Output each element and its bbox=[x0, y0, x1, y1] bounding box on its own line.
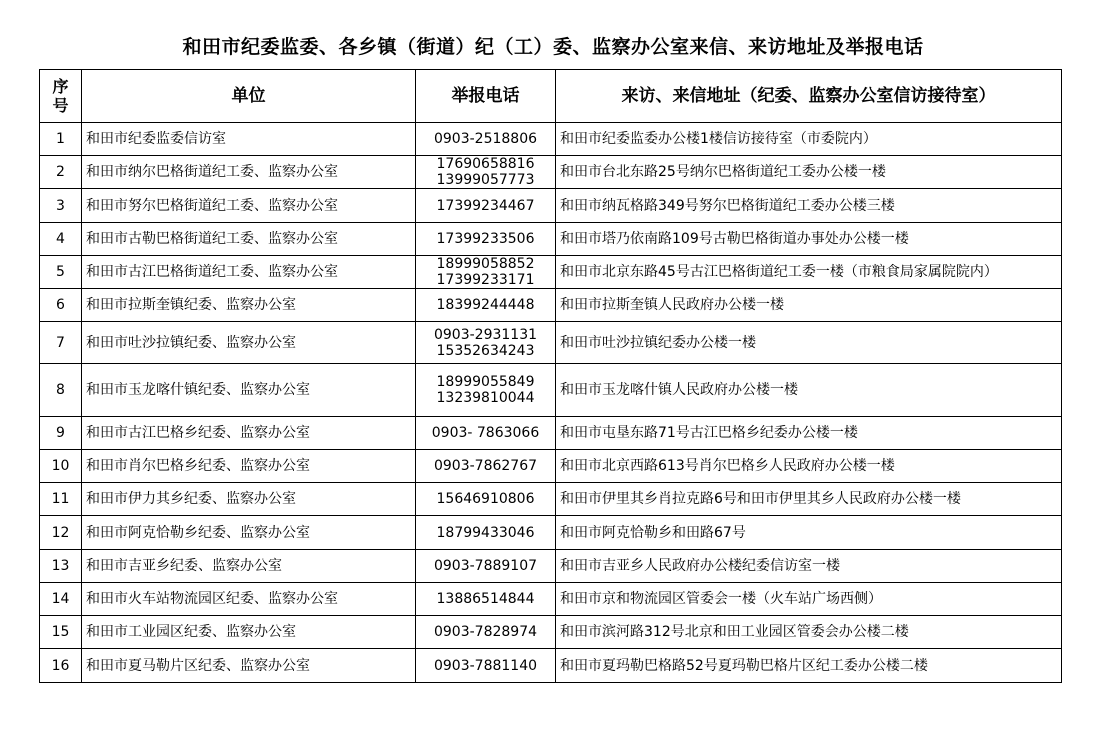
row-unit: 和田市吉亚乡纪委、监察办公室 bbox=[82, 550, 416, 583]
row-address: 和田市吉亚乡人民政府办公楼纪委信访室一楼 bbox=[556, 550, 1062, 583]
table-row bbox=[40, 256, 1062, 289]
phone-number: 18999058852 bbox=[436, 256, 535, 272]
row-address: 和田市纳瓦格路349号努尔巴格街道纪工委办公楼三楼 bbox=[556, 189, 1062, 223]
header-unit: 单位 bbox=[82, 70, 416, 123]
row-number: 1 bbox=[40, 123, 82, 156]
phone-number: 0903-7862767 bbox=[433, 458, 538, 474]
row-address: 和田市京和物流园区管委会一楼（火车站广场西侧） bbox=[556, 583, 1062, 616]
table-header-row bbox=[40, 70, 1062, 123]
row-unit: 和田市夏马勒片区纪委、监察办公室 bbox=[82, 649, 416, 683]
row-address: 和田市北京东路45号古江巴格街道纪工委一楼（市粮食局家属院院内） bbox=[556, 256, 1062, 289]
row-address: 和田市北京西路613号肖尔巴格乡人民政府办公楼一楼 bbox=[556, 450, 1062, 483]
row-number: 5 bbox=[40, 256, 82, 289]
row-unit: 和田市古江巴格街道纪工委、监察办公室 bbox=[82, 256, 416, 289]
row-number: 13 bbox=[40, 550, 82, 583]
row-address: 和田市塔乃依南路109号古勒巴格街道办事处办公楼一楼 bbox=[556, 223, 1062, 256]
row-address: 和田市拉斯奎镇人民政府办公楼一楼 bbox=[556, 289, 1062, 322]
row-number: 14 bbox=[40, 583, 82, 616]
row-phone bbox=[416, 450, 556, 483]
row-unit: 和田市古江巴格乡纪委、监察办公室 bbox=[82, 417, 416, 450]
phone-number: 18799433046 bbox=[436, 524, 535, 541]
table-row bbox=[40, 123, 1062, 156]
phone-number: 13886514844 bbox=[436, 591, 535, 607]
row-number: 8 bbox=[40, 364, 82, 417]
phone-number: 13239810044 bbox=[436, 390, 535, 406]
row-number: 3 bbox=[40, 189, 82, 223]
row-number: 15 bbox=[40, 616, 82, 649]
phone-number: 0903-7889107 bbox=[433, 558, 538, 574]
row-number: 9 bbox=[40, 417, 82, 450]
row-address: 和田市阿克恰勒乡和田路67号 bbox=[556, 516, 1062, 550]
phone-number: 15352634243 bbox=[436, 342, 535, 359]
row-phone bbox=[416, 583, 556, 616]
phone-number: 18399244448 bbox=[436, 297, 535, 313]
row-number: 6 bbox=[40, 289, 82, 322]
row-address: 和田市滨河路312号北京和田工业园区管委会办公楼二楼 bbox=[556, 616, 1062, 649]
row-address: 和田市屯垦东路71号古江巴格乡纪委办公楼一楼 bbox=[556, 417, 1062, 450]
row-address: 和田市夏玛勒巴格路52号夏玛勒巴格片区纪工委办公楼二楼 bbox=[556, 649, 1062, 683]
row-unit: 和田市纪委监委信访室 bbox=[82, 123, 416, 156]
table-body bbox=[40, 123, 1062, 683]
table-row bbox=[40, 417, 1062, 450]
row-number: 4 bbox=[40, 223, 82, 256]
table-row bbox=[40, 364, 1062, 417]
row-phone bbox=[416, 189, 556, 223]
table-row bbox=[40, 583, 1062, 616]
table-row bbox=[40, 550, 1062, 583]
phone-number: 15646910806 bbox=[436, 491, 535, 507]
row-address: 和田市台北东路25号纳尔巴格街道纪工委办公楼一楼 bbox=[556, 156, 1062, 189]
row-phone bbox=[416, 616, 556, 649]
table-row bbox=[40, 156, 1062, 189]
table-row bbox=[40, 616, 1062, 649]
row-number: 16 bbox=[40, 649, 82, 683]
row-unit: 和田市吐沙拉镇纪委、监察办公室 bbox=[82, 322, 416, 364]
phone-number: 17399234467 bbox=[436, 197, 535, 214]
table-row bbox=[40, 289, 1062, 322]
row-phone bbox=[416, 649, 556, 683]
phone-number: 17690658816 bbox=[436, 156, 535, 172]
row-number: 12 bbox=[40, 516, 82, 550]
header-phone: 举报电话 bbox=[416, 70, 556, 123]
phone-number: 18999055849 bbox=[436, 374, 535, 390]
table-row bbox=[40, 516, 1062, 550]
row-number: 10 bbox=[40, 450, 82, 483]
phone-number: 13999057773 bbox=[436, 172, 535, 188]
row-unit: 和田市玉龙喀什镇纪委、监察办公室 bbox=[82, 364, 416, 417]
row-phone bbox=[416, 417, 556, 450]
table-row bbox=[40, 189, 1062, 223]
table-row bbox=[40, 450, 1062, 483]
row-phone bbox=[416, 516, 556, 550]
row-phone bbox=[416, 483, 556, 516]
row-unit: 和田市纳尔巴格街道纪工委、监察办公室 bbox=[82, 156, 416, 189]
row-phone bbox=[416, 289, 556, 322]
row-number: 7 bbox=[40, 322, 82, 364]
row-unit: 和田市工业园区纪委、监察办公室 bbox=[82, 616, 416, 649]
phone-number: 17399233171 bbox=[436, 272, 535, 288]
table-row bbox=[40, 649, 1062, 683]
row-unit: 和田市火车站物流园区纪委、监察办公室 bbox=[82, 583, 416, 616]
table-row bbox=[40, 223, 1062, 256]
header-address: 来访、来信地址（纪委、监察办公室信访接待室） bbox=[556, 70, 1062, 123]
row-unit: 和田市阿克恰勒乡纪委、监察办公室 bbox=[82, 516, 416, 550]
phone-number: 0903-7828974 bbox=[433, 624, 538, 640]
row-phone bbox=[416, 550, 556, 583]
row-address: 和田市纪委监委办公楼1楼信访接待室（市委院内） bbox=[556, 123, 1062, 156]
contact-table bbox=[39, 69, 1062, 683]
table-row bbox=[40, 483, 1062, 516]
row-phone bbox=[416, 123, 556, 156]
row-address: 和田市伊里其乡肖拉克路6号和田市伊里其乡人民政府办公楼一楼 bbox=[556, 483, 1062, 516]
phone-number: 17399233506 bbox=[436, 231, 535, 247]
phone-number: 0903- 7863066 bbox=[431, 425, 540, 441]
row-unit: 和田市伊力其乡纪委、监察办公室 bbox=[82, 483, 416, 516]
row-number: 11 bbox=[40, 483, 82, 516]
row-phone bbox=[416, 156, 556, 189]
phone-number: 0903-2931131 bbox=[433, 326, 538, 343]
row-phone bbox=[416, 322, 556, 364]
row-phone bbox=[416, 223, 556, 256]
row-unit: 和田市肖尔巴格乡纪委、监察办公室 bbox=[82, 450, 416, 483]
row-phone bbox=[416, 256, 556, 289]
row-number: 2 bbox=[40, 156, 82, 189]
row-address: 和田市玉龙喀什镇人民政府办公楼一楼 bbox=[556, 364, 1062, 417]
phone-number: 0903-2518806 bbox=[433, 131, 538, 147]
row-address: 和田市吐沙拉镇纪委办公楼一楼 bbox=[556, 322, 1062, 364]
phone-number: 0903-7881140 bbox=[433, 657, 538, 674]
row-unit: 和田市努尔巴格街道纪工委、监察办公室 bbox=[82, 189, 416, 223]
table-row bbox=[40, 322, 1062, 364]
page-title: 和田市纪委监委、各乡镇（街道）纪（工）委、监察办公室来信、来访地址及举报电话 bbox=[182, 36, 924, 58]
row-unit: 和田市古勒巴格街道纪工委、监察办公室 bbox=[82, 223, 416, 256]
header-seq: 序 号 bbox=[40, 70, 82, 123]
row-phone bbox=[416, 364, 556, 417]
row-unit: 和田市拉斯奎镇纪委、监察办公室 bbox=[82, 289, 416, 322]
